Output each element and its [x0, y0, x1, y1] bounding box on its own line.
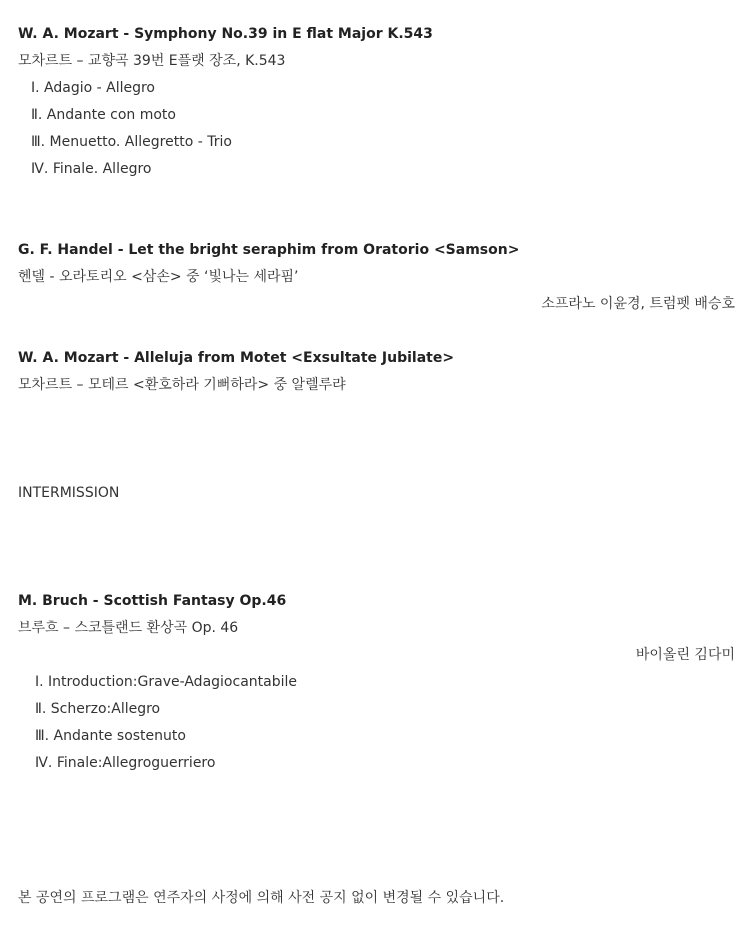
intermission-label: INTERMISSION [18, 485, 120, 501]
piece-subtitle: 모차르트 – 교향곡 39번 E플랫 장조, K.543 [18, 53, 286, 69]
movement-item: Ⅰ. Adagio - Allegro [31, 80, 155, 96]
piece-title: W. A. Mozart - Symphony No.39 in E flat Major K.543 [18, 26, 433, 42]
piece-subtitle: 브루흐 – 스코틀랜드 환상곡 Op. 46 [18, 620, 239, 636]
piece-subtitle: 헨델 - 오라토리오 <삼손> 중 ‘빛나는 세라핌’ [18, 269, 299, 285]
performer-credit: 바이올린 김다미 [635, 647, 735, 663]
program-change-notice: 본 공연의 프로그램은 연주자의 사정에 의해 사전 공지 없이 변경될 수 있습니다. [18, 890, 505, 906]
performer-credit: 소프라노 이윤경, 트럼펫 배승호 [541, 296, 735, 312]
piece-title: G. F. Handel - Let the bright seraphim from Oratorio <Samson> [18, 242, 520, 258]
movement-item: Ⅱ. Andante con moto [31, 107, 176, 123]
movement-item: Ⅳ. Finale. Allegro [31, 161, 152, 177]
piece-title: M. Bruch - Scottish Fantasy Op.46 [18, 593, 287, 609]
piece-title: W. A. Mozart - Alleluja from Motet <Exsultate Jubilate> [18, 350, 455, 366]
piece-subtitle: 모차르트 – 모테르 <환호하라 기뻐하라> 중 알렐루랴 [18, 377, 346, 393]
movement-item: Ⅲ. Andante sostenuto [35, 728, 186, 744]
movement-item: Ⅳ. Finale:Allegroguerriero [35, 755, 216, 771]
movement-item: Ⅱ. Scherzo:Allegro [35, 701, 161, 717]
movement-item: Ⅲ. Menuetto. Allegretto - Trio [31, 134, 232, 150]
movement-item: Ⅰ. Introduction:Grave-Adagiocantabile [35, 674, 297, 690]
